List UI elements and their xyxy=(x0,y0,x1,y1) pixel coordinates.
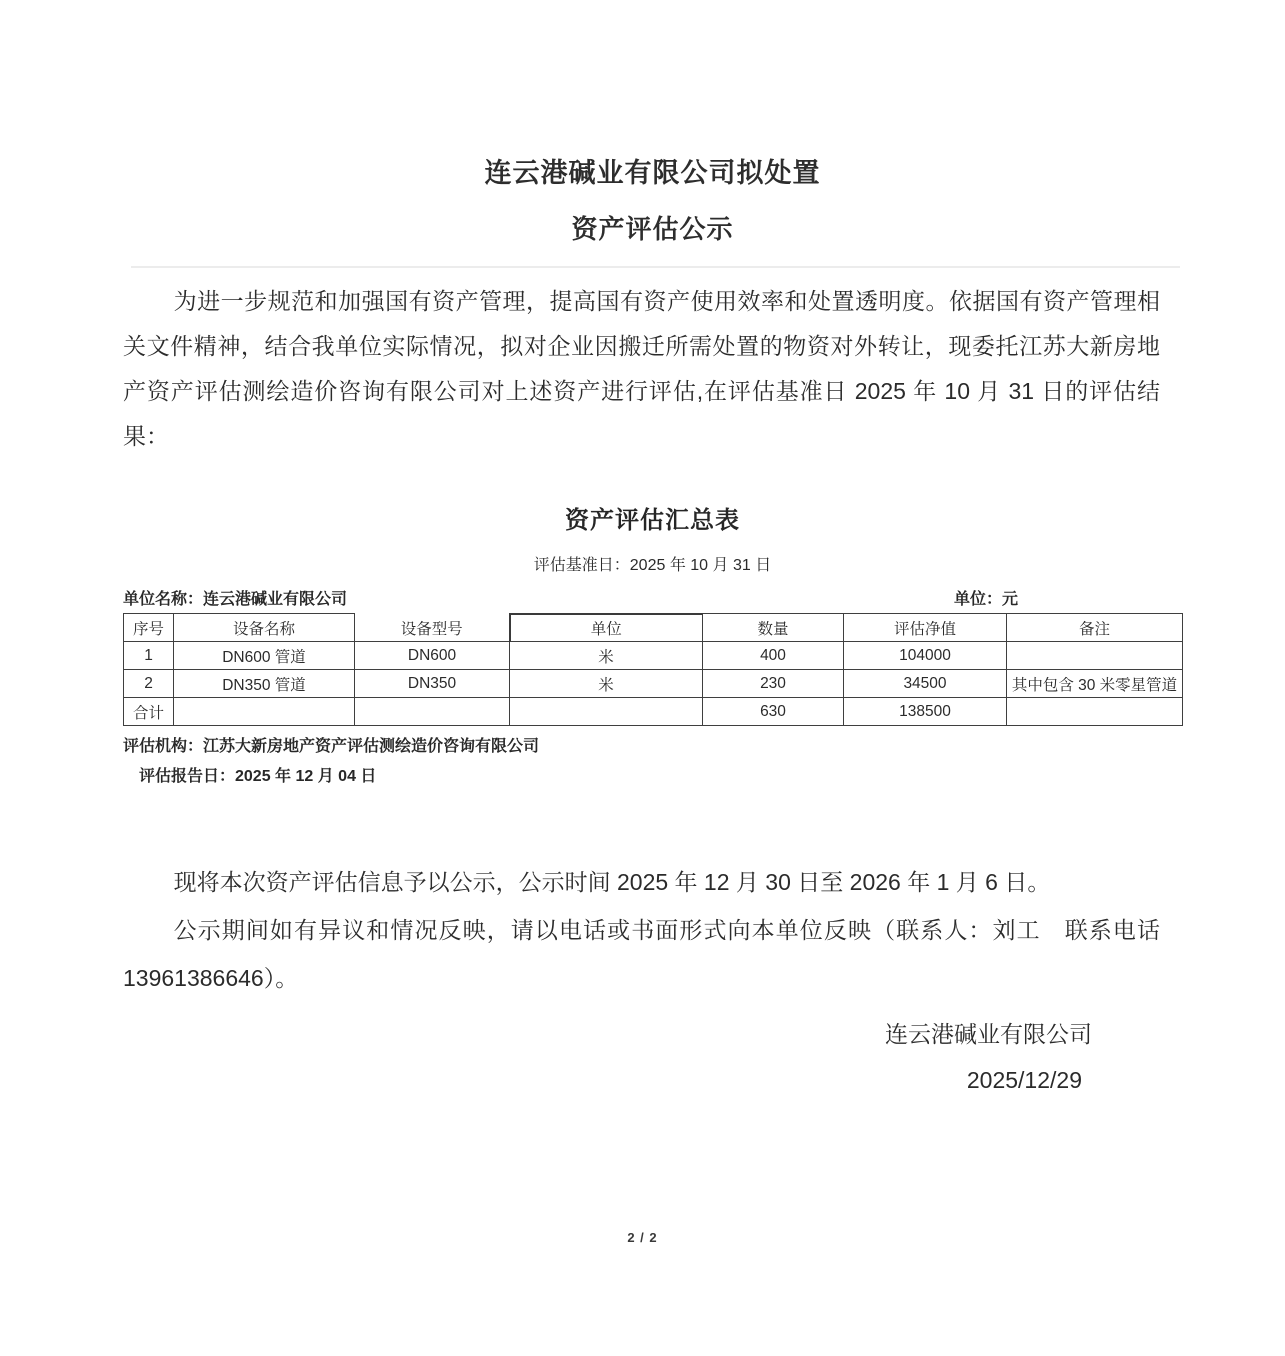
cell-total-quantity: 630 xyxy=(703,698,844,726)
intro-paragraph xyxy=(123,279,1182,459)
cell-serial: 1 xyxy=(124,642,174,670)
signature-company: 连云港碱业有限公司 xyxy=(885,1021,1092,1048)
document-page xyxy=(0,156,1285,1356)
cell-total-label: 合计 xyxy=(124,698,174,726)
document-content xyxy=(0,156,1285,1095)
notice-line: 公示期间如有异议和情况反映，请以电话或书面形式向本单位反映（联系人：刘工 联系电话 xyxy=(173,917,1160,944)
document-title-line2: 资产评估公示 xyxy=(571,214,734,245)
cell-equipment-model xyxy=(355,698,510,726)
header-remarks: 备注 xyxy=(1007,614,1183,642)
cell-unit: 米 xyxy=(510,642,703,670)
table-meta-row xyxy=(123,586,1182,609)
valuation-agency-line: 评估机构：江苏大新房地产资产评估测绘造价咨询有限公司 xyxy=(123,738,540,756)
unit-name-label: 单位名称：连云港碱业有限公司 xyxy=(123,590,348,608)
signature-block xyxy=(123,1019,1182,1095)
cell-serial: 2 xyxy=(124,670,174,698)
cell-unit: 米 xyxy=(510,670,703,698)
cell-equipment-name: DN350 管道 xyxy=(174,670,355,698)
intro-line: 为进一步规范和加强国有资产管理，提高国有资产使用效率和处置透明度。依据国有资产管理相 xyxy=(173,287,1160,314)
header-equipment-name: 设备名称 xyxy=(174,614,355,642)
table-header-row xyxy=(124,614,1183,642)
asset-valuation-table xyxy=(123,613,1183,727)
table-row xyxy=(124,642,1183,670)
valuation-report-date-line: 评估报告日：2025 年 12 月 04 日 xyxy=(139,768,377,786)
cell-equipment-name: DN600 管道 xyxy=(174,642,355,670)
cell-quantity: 400 xyxy=(703,642,844,670)
cell-total-assessed-net-value: 138500 xyxy=(844,698,1007,726)
header-unit: 单位 xyxy=(510,614,703,642)
title-separator-line xyxy=(131,266,1180,268)
notice-line: 现将本次资产评估信息予以公示，公示时间 2025 年 12 月 30 日至 2026 年 1 月 6 日。 xyxy=(173,869,1051,896)
summary-table-title: 资产评估汇总表 xyxy=(565,506,740,534)
page-number: 2 / 2 xyxy=(627,1230,658,1245)
table-total-row xyxy=(124,698,1183,726)
intro-line: 产资产评估测绘造价咨询有限公司对上述资产进行评估,在评估基准日 2025 年 10 月 31 日的评估结 xyxy=(123,377,1160,404)
signature-date: 2025/12/29 xyxy=(966,1067,1082,1094)
intro-line: 果： xyxy=(123,422,169,449)
table-row xyxy=(124,670,1183,698)
cell-equipment-name xyxy=(174,698,355,726)
cell-assessed-net-value: 104000 xyxy=(844,642,1007,670)
cell-quantity: 230 xyxy=(703,670,844,698)
document-title-line1: 连云港碱业有限公司拟处置 xyxy=(484,158,821,188)
notice-line: 13961386646）。 xyxy=(123,965,299,992)
cell-equipment-model: DN600 xyxy=(355,642,510,670)
currency-unit-label: 单位：元 xyxy=(953,590,1018,608)
cell-assessed-net-value: 34500 xyxy=(844,670,1007,698)
cell-remarks xyxy=(1007,698,1183,726)
public-notice-paragraph xyxy=(123,858,1182,1002)
header-serial-number: 序号 xyxy=(124,614,174,642)
header-equipment-model: 设备型号 xyxy=(355,614,510,642)
cell-remarks: 其中包含 30 米零星管道 xyxy=(1007,670,1183,698)
intro-line: 关文件精神，结合我单位实际情况，拟对企业因搬迁所需处置的物资对外转让，现委托江苏大新房地 xyxy=(123,332,1160,359)
cell-remarks xyxy=(1007,642,1183,670)
header-assessed-net-value: 评估净值 xyxy=(844,614,1007,642)
document-title-block xyxy=(123,156,1182,247)
valuation-base-date: 评估基准日：2025 年 10 月 31 日 xyxy=(533,556,772,574)
cell-equipment-model: DN350 xyxy=(355,670,510,698)
cell-unit xyxy=(510,698,703,726)
header-quantity: 数量 xyxy=(703,614,844,642)
